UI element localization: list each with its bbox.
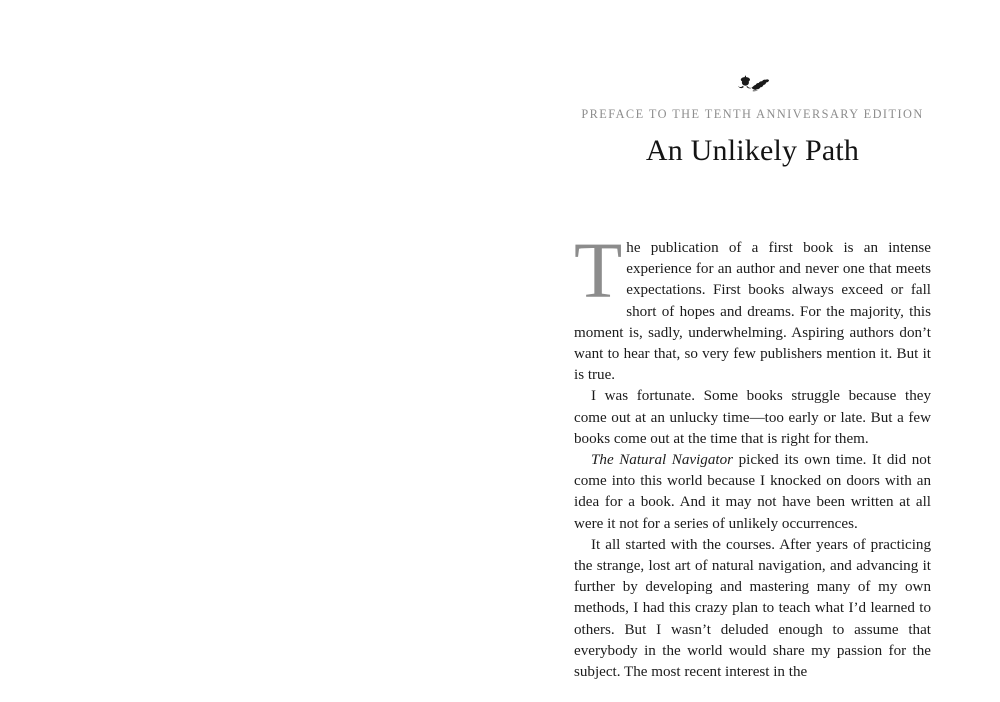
paragraph-4 [574,535,931,683]
paragraph-1-text: he publication of a first book is an intense experience for an author and never one that meets expectations. First books always exceed or fall short of hopes and dreams. For the majority, this moment is, sadly, underwhelming. Aspiring authors don’t want to hear that, so very few publishers mention it. But it is true. [574,240,931,384]
paragraph-2 [574,386,931,450]
book-title-italic: The Natural Navigator [591,452,734,469]
preface-kicker: PREFACE TO THE TENTH ANNIVERSARY EDITION [581,107,924,121]
page-title: An Unlikely Path [645,134,860,167]
body-copy [574,228,932,683]
paragraph-1 [574,228,931,386]
paragraph-4-text: It all started with the courses. After years of practicing the strange, lost art of natural navigation, and advancing it further by developing and mastering many of my own methods, I had this crazy plan to teach what I’d learned to others. But I wasn’t deluded enough to assume that everybody in the world would share my passion for the subject. The most recent interest in the [574,536,931,681]
acorn-leaf-ornament [574,74,931,93]
paragraph-3 [574,450,931,535]
text-column [574,0,931,702]
drop-cap: T [574,228,623,315]
paragraph-2-text: I was fortunate. Some books struggle because they come out at an unlucky time—too early or late. But a few books come out at the time that is right for them. [574,388,931,447]
paragraph-3-text: picked its own time. It did not come into this world because I knocked on doors with an idea for a book. And it may not have been written at all were it not for a series of unlikely occurrences. [574,452,932,532]
